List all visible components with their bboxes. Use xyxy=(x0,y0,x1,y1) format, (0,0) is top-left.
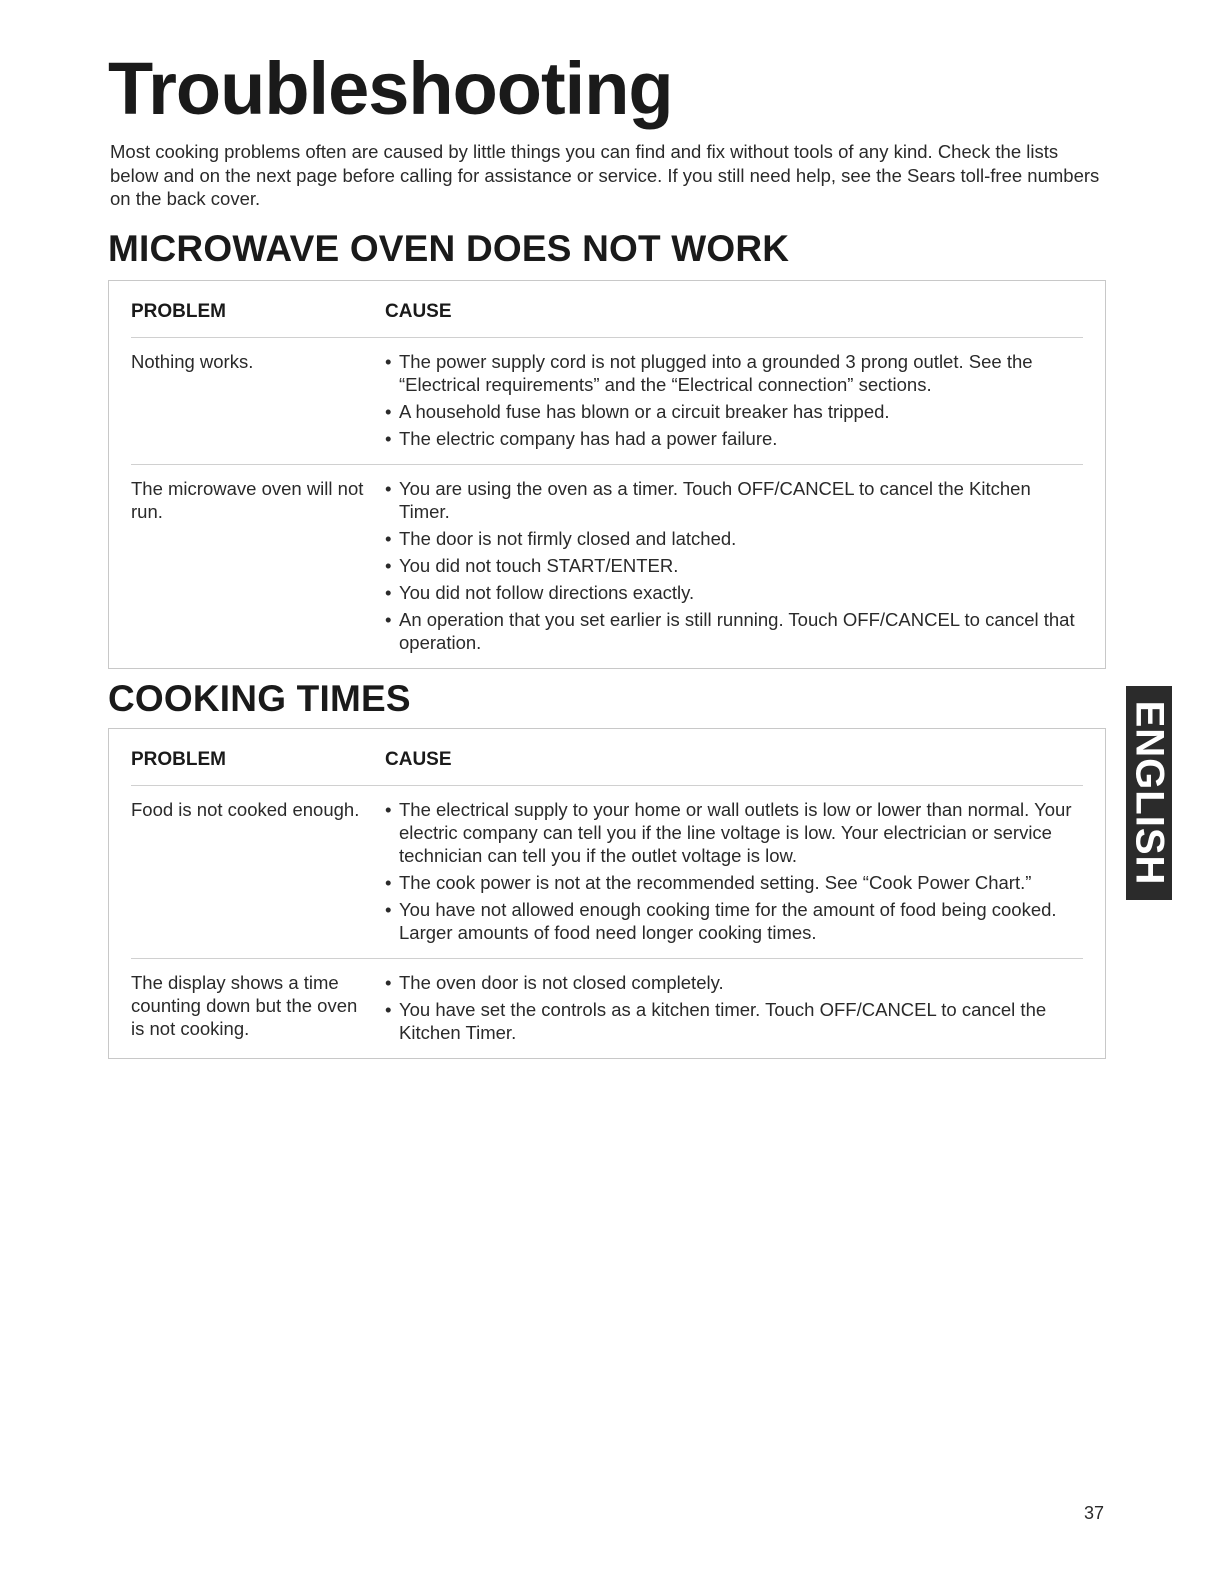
bullet-icon: • xyxy=(385,999,392,1020)
cause-list xyxy=(385,798,1083,944)
table-row xyxy=(131,464,1083,668)
cause-item xyxy=(385,554,1083,577)
cause-text: The electrical supply to your home or wall outlets is low or lower than normal. Your electric company can tell you if the line voltage is low. Your electrician or service technician can tell you if the outlet voltage is low. xyxy=(399,799,1072,866)
cause-text: You are using the oven as a timer. Touch OFF/CANCEL to cancel the Kitchen Timer. xyxy=(399,478,1031,522)
problem-cell: Nothing works. xyxy=(131,351,254,372)
cause-item xyxy=(385,477,1083,523)
table-row xyxy=(131,338,1083,464)
cause-text: The door is not firmly closed and latched. xyxy=(399,528,737,549)
intro-paragraph: Most cooking problems often are caused by little things you can find and fix without tools of any kind. Check the lists below and on the next page before calling for assistance or service. If you still need help, see the Sears toll-free numbers on the back cover. xyxy=(110,141,1100,209)
bullet-icon: • xyxy=(385,899,392,920)
cause-text: The oven door is not closed completely. xyxy=(399,972,724,993)
cause-text: The electric company has had a power failure. xyxy=(399,428,778,449)
bullet-icon: • xyxy=(385,401,392,422)
cause-text: A household fuse has blown or a circuit breaker has tripped. xyxy=(399,401,890,422)
cause-text: You did not follow directions exactly. xyxy=(399,582,695,603)
cause-item xyxy=(385,400,1083,423)
column-header-problem: PROBLEM xyxy=(131,301,226,322)
bullet-icon: • xyxy=(385,972,392,993)
troubleshooting-table-cooking-times xyxy=(108,728,1106,1059)
problem-cell: The microwave oven will not run. xyxy=(131,478,364,522)
table-row xyxy=(131,958,1083,1058)
page-title: Troubleshooting xyxy=(108,47,673,130)
table-header xyxy=(131,281,1083,338)
cause-item xyxy=(385,527,1083,550)
cause-text: The power supply cord is not plugged into a grounded 3 prong outlet. See the “Electrical requirements” and the “Electrical connection” sections. xyxy=(399,351,1033,395)
language-tab-label: ENGLISH xyxy=(1127,700,1172,886)
cause-list xyxy=(385,477,1083,654)
bullet-icon: • xyxy=(385,555,392,576)
table-header xyxy=(131,729,1083,786)
cause-list xyxy=(385,971,1083,1044)
cause-text: The cook power is not at the recommended setting. See “Cook Power Chart.” xyxy=(399,872,1032,893)
section-heading-cooking-times: COOKING TIMES xyxy=(108,678,411,719)
cause-text: An operation that you set earlier is still running. Touch OFF/CANCEL to cancel that operation. xyxy=(399,609,1075,653)
bullet-icon: • xyxy=(385,872,392,893)
cause-item xyxy=(385,581,1083,604)
bullet-icon: • xyxy=(385,428,392,449)
bullet-icon: • xyxy=(385,478,392,499)
column-header-problem: PROBLEM xyxy=(131,749,226,770)
cause-item xyxy=(385,871,1083,894)
section-heading-microwave-does-not-work: MICROWAVE OVEN DOES NOT WORK xyxy=(108,228,790,269)
bullet-icon: • xyxy=(385,799,392,820)
bullet-icon: • xyxy=(385,528,392,549)
column-header-cause: CAUSE xyxy=(385,749,452,770)
bullet-icon: • xyxy=(385,582,392,603)
problem-cell: The display shows a time counting down but the oven is not cooking. xyxy=(131,972,358,1039)
cause-item xyxy=(385,898,1083,944)
cause-item xyxy=(385,971,1083,994)
cause-item xyxy=(385,998,1083,1044)
cause-text: You have not allowed enough cooking time for the amount of food being cooked. Larger amounts of food need longer cooking times. xyxy=(399,899,1057,943)
problem-cell: Food is not cooked enough. xyxy=(131,799,360,820)
page-number: 37 xyxy=(1084,1503,1105,1523)
cause-item xyxy=(385,350,1083,396)
cause-item xyxy=(385,798,1083,867)
cause-text: You have set the controls as a kitchen timer. Touch OFF/CANCEL to cancel the Kitchen Timer. xyxy=(399,999,1047,1043)
troubleshooting-table-microwave xyxy=(108,280,1106,669)
language-tab xyxy=(1126,686,1172,900)
cause-text: You did not touch START/ENTER. xyxy=(399,555,679,576)
bullet-icon: • xyxy=(385,351,392,372)
cause-item xyxy=(385,608,1083,654)
column-header-cause: CAUSE xyxy=(385,301,452,322)
bullet-icon: • xyxy=(385,609,392,630)
cause-item xyxy=(385,427,1083,450)
table-row xyxy=(131,786,1083,958)
cause-list xyxy=(385,350,1083,450)
